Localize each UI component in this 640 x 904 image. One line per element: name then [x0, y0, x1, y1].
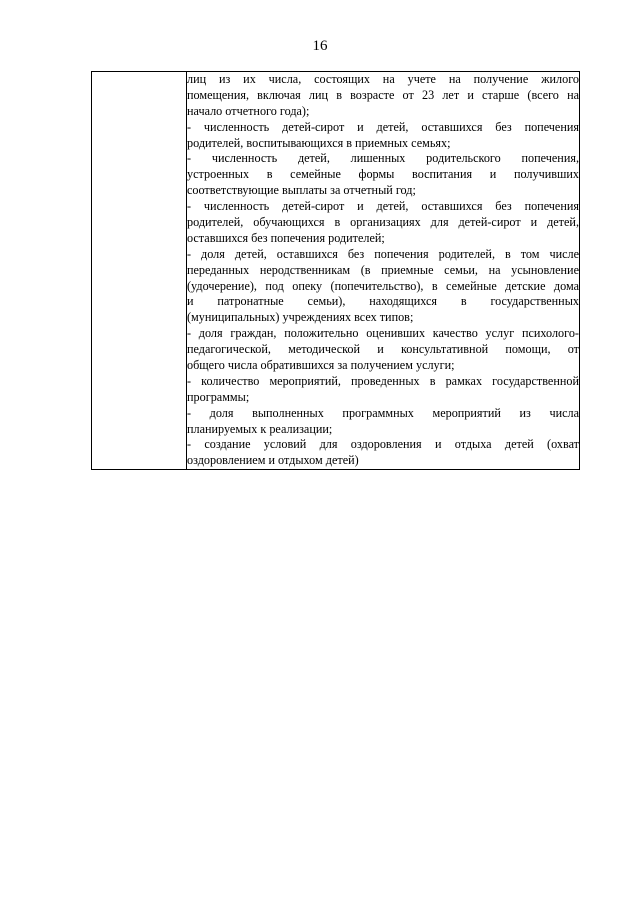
text-line: оставшихся без попечения родителей; [187, 230, 385, 245]
table-left-cell [92, 72, 187, 470]
indicator-text-block [187, 72, 579, 469]
table-row [92, 72, 580, 470]
text-line: - создание условий для оздоровления и отдыха детей (охват [187, 437, 579, 452]
text-line: - численность детей, лишенных родительского попечения, [187, 151, 579, 166]
text-line: - доля граждан, положительно оценивших качество услуг психолого- [187, 326, 579, 341]
text-line: устроенных в семейные формы воспитания и получивших [187, 167, 579, 182]
text-line: (муниципальных) учреждениях всех типов; [187, 310, 414, 325]
text-line: - численность детей-сирот и детей, оставшихся без попечения [187, 199, 579, 214]
text-line: (удочерение), под опеку (попечительство), в семейные детские дома [187, 278, 579, 293]
table-right-cell [187, 72, 580, 470]
text-line: - доля детей, оставшихся без попечения родителей, в том числе [187, 246, 579, 261]
text-line: родителей, воспитывающихся в приемных семьях; [187, 135, 451, 150]
text-line: педагогической, методической и консультативной помощи, от [187, 342, 579, 357]
text-line: начало отчетного года); [187, 103, 310, 118]
text-line: - численность детей-сирот и детей, оставшихся без попечения [187, 119, 579, 134]
text-line: родителей, обучающихся в организациях для детей-сирот и детей, [187, 215, 579, 230]
text-line: - количество мероприятий, проведенных в рамках государственной [187, 373, 579, 388]
text-line: программы; [187, 389, 250, 404]
text-line: и патронатные семьи), находящихся в государственных [187, 294, 579, 309]
text-line: лиц из их числа, состоящих на учете на получение жилого [187, 72, 579, 86]
text-line: планируемых к реализации; [187, 421, 333, 436]
indicators-table [91, 71, 580, 470]
text-line: - доля выполненных программных мероприятий из числа [187, 405, 579, 420]
text-line: соответствующие выплаты за отчетный год; [187, 183, 416, 198]
text-line: общего числа обратившихся за получением услуги; [187, 358, 455, 373]
text-line: помещения, включая лиц в возрасте от 23 лет и старше (всего на [187, 87, 579, 102]
page-number: 16 [312, 38, 328, 54]
text-line: оздоровлением и отдыхом детей) [187, 453, 359, 468]
text-line: переданных неродственникам (в приемные семьи, на усыновление [187, 262, 579, 277]
